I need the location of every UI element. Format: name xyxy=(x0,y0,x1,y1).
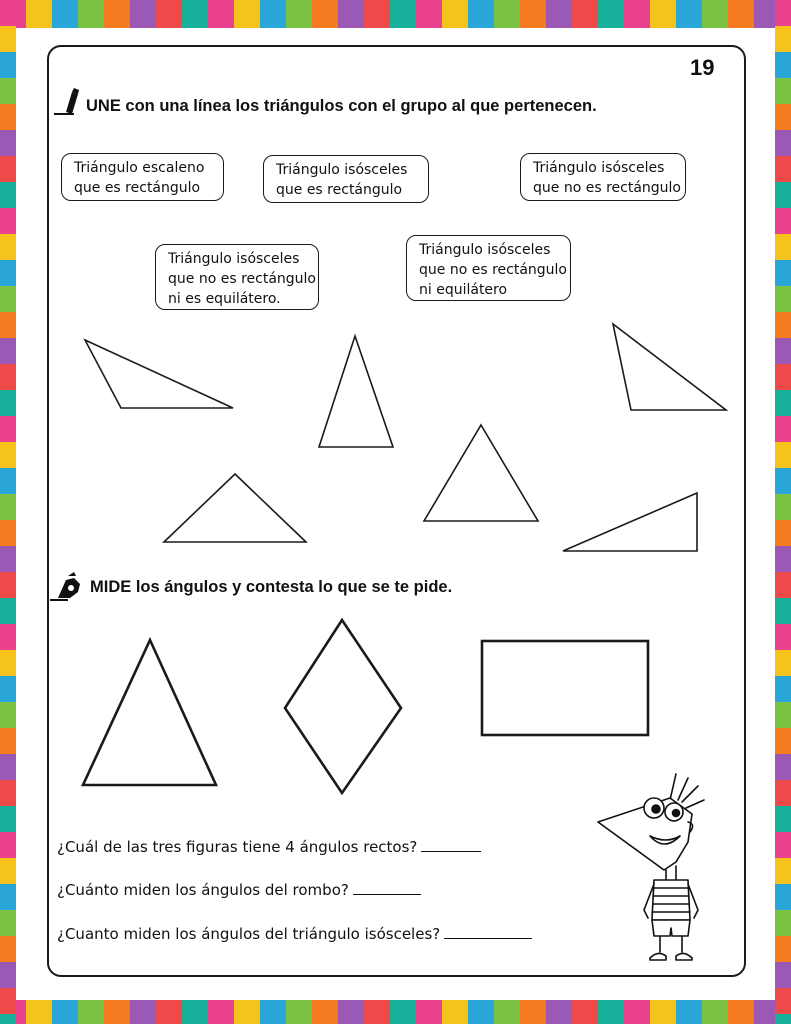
label-line: Triángulo isósceles xyxy=(276,162,408,178)
measure-rectangle[interactable] xyxy=(482,641,648,735)
question-4-right-angles xyxy=(57,838,481,856)
instruction-mide xyxy=(90,578,452,597)
question-text: ¿Cuál de las tres figuras tiene 4 ángulos rectos? xyxy=(57,838,418,856)
instruction-mide-text: los ángulos y contesta lo que se te pide. xyxy=(131,578,453,596)
label-line: que no es rectángulo xyxy=(419,262,567,278)
label-line: ni es equilátero. xyxy=(168,291,281,307)
answer-blank[interactable] xyxy=(444,937,532,939)
label-line: que es rectángulo xyxy=(74,180,201,196)
instruction-mide-bold: MIDE xyxy=(90,578,132,596)
question-rhombus-angles xyxy=(57,881,421,899)
triangle-right-scalene-upper[interactable] xyxy=(613,324,726,410)
question-isosceles-angles xyxy=(57,925,532,943)
measure-triangle-isosceles[interactable] xyxy=(83,640,216,785)
label-line: Triángulo isósceles xyxy=(533,160,665,176)
label-line: que no es rectángulo xyxy=(168,271,316,287)
triangle-tall-isosceles[interactable] xyxy=(319,336,393,447)
label-line: ni equilátero xyxy=(419,282,508,298)
triangle-equilateral[interactable] xyxy=(424,425,538,521)
label-line: Triángulo isósceles xyxy=(168,251,300,267)
answer-blank[interactable] xyxy=(353,893,421,895)
triangle-obtuse-scalene[interactable] xyxy=(85,340,233,408)
triangle-obtuse-isosceles[interactable] xyxy=(164,474,306,542)
label-line: Triángulo isósceles xyxy=(419,242,551,258)
cartoon-boy-illustration xyxy=(592,770,712,965)
answer-blank[interactable] xyxy=(421,850,481,852)
measure-rhombus[interactable] xyxy=(285,620,401,793)
label-line: Triángulo escaleno xyxy=(74,160,205,176)
instruction-une-text: con una línea los triángulos con el grupo al que pertenecen. xyxy=(120,97,597,115)
label-line: que no es rectángulo xyxy=(533,180,681,196)
label-line: que es rectángulo xyxy=(276,182,403,198)
instruction-une-bold: UNE xyxy=(86,97,121,115)
page-number: 19 xyxy=(690,55,715,80)
question-text: ¿Cuanto miden los ángulos del triángulo isósceles? xyxy=(57,925,441,943)
hand-writing-icon xyxy=(50,572,86,602)
question-text: ¿Cuánto miden los ángulos del rombo? xyxy=(57,881,349,899)
triangle-right-scalene-lower[interactable] xyxy=(563,493,697,551)
